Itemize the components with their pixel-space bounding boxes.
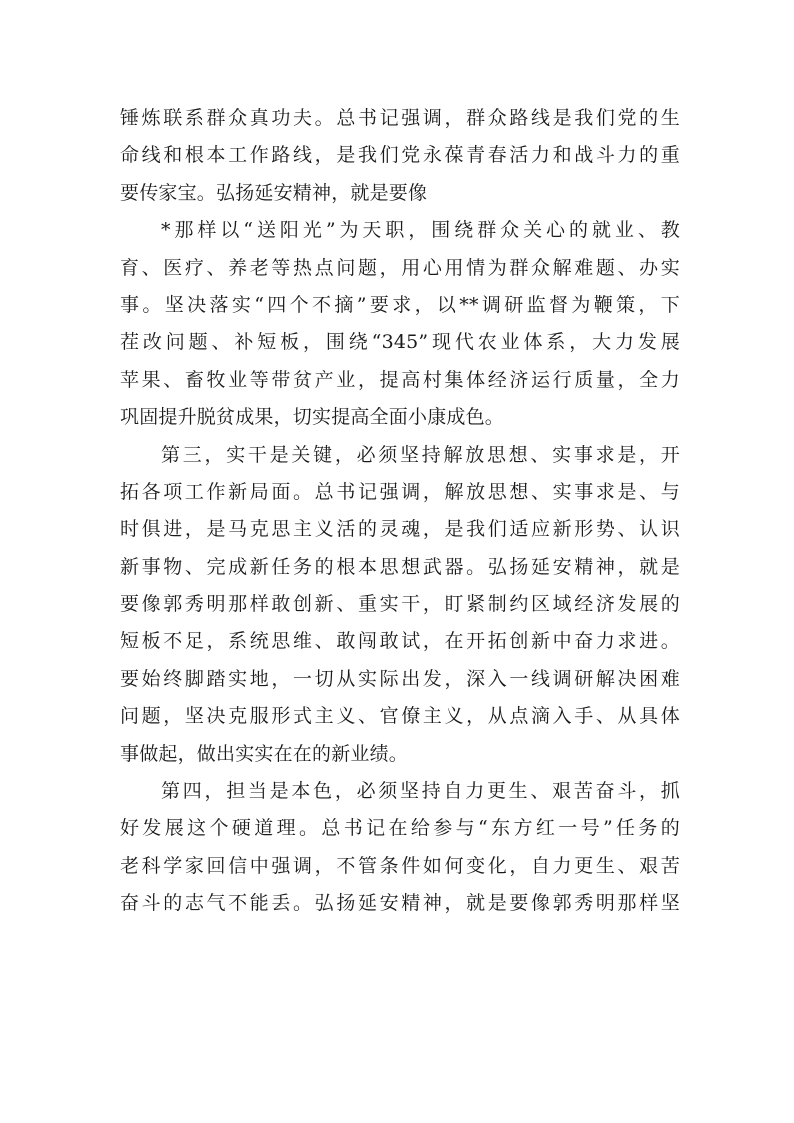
text-line: 问题，坚决克服形式主义、官僚主义，从点滴入手、从具体	[120, 705, 680, 728]
text-line: 命线和根本工作路线，是我们党永葆青春活力和战斗力的重	[120, 144, 680, 167]
paragraph-first-line: 第三，实干是关键，必须坚持解放思想、实事求是，开	[161, 443, 680, 466]
text-line: 时俱进，是马克思主义活的灵魂，是我们适应新形势、认识	[120, 518, 680, 541]
text-line: 要像郭秀明那样敢创新、重实干，盯紧制约区域经济发展的	[120, 593, 680, 616]
text-line: 要传家宝。弘扬延安精神，就是要像	[120, 181, 428, 204]
paragraph-first-line: *那样以“送阳光”为天职，围绕群众关心的就业、教	[161, 219, 680, 242]
text-line: 事做起，做出实实在在的新业绩。	[120, 742, 409, 765]
document-body	[120, 100, 680, 923]
text-line: 奋斗的志气不能丢。弘扬延安精神，就是要像郭秀明那样坚	[120, 892, 680, 915]
text-line: 好发展这个硬道理。总书记在给参与“东方红一号”任务的	[120, 817, 680, 840]
text-line: 苹果、畜牧业等带贫产业，提高村集体经济运行质量，全力	[120, 368, 680, 391]
text-line: 拓各项工作新局面。总书记强调，解放思想、实事求是、与	[120, 480, 680, 503]
text-line: 锤炼联系群众真功夫。总书记强调，群众路线是我们党的生	[120, 107, 680, 129]
text-line: 要始终脚踏实地，一切从实际出发，深入一线调研解决困难	[120, 667, 680, 690]
paragraph-first-line: 第四，担当是本色，必须坚持自力更生、艰苦奋斗，抓	[161, 780, 680, 803]
text-line: 事。坚决落实“四个不摘”要求，以**调研监督为鞭策，下	[120, 293, 680, 316]
text-line: 新事物、完成新任务的根本思想武器。弘扬延安精神，就是	[120, 555, 680, 578]
text-line: 老科学家回信中强调，不管条件如何变化，自力更生、艰苦	[120, 854, 680, 877]
text-line: 短板不足，系统思维、敢闯敢试，在开拓创新中奋力求进。	[120, 630, 680, 653]
text-line: 巩固提升脱贫成果，切实提高全面小康成色。	[120, 406, 505, 429]
text-line: 茬改问题、补短板，围绕“345”现代农业体系，大力发展	[120, 331, 680, 354]
text-line: 育、医疗、养老等热点问题，用心用情为群众解难题、办实	[120, 256, 680, 279]
